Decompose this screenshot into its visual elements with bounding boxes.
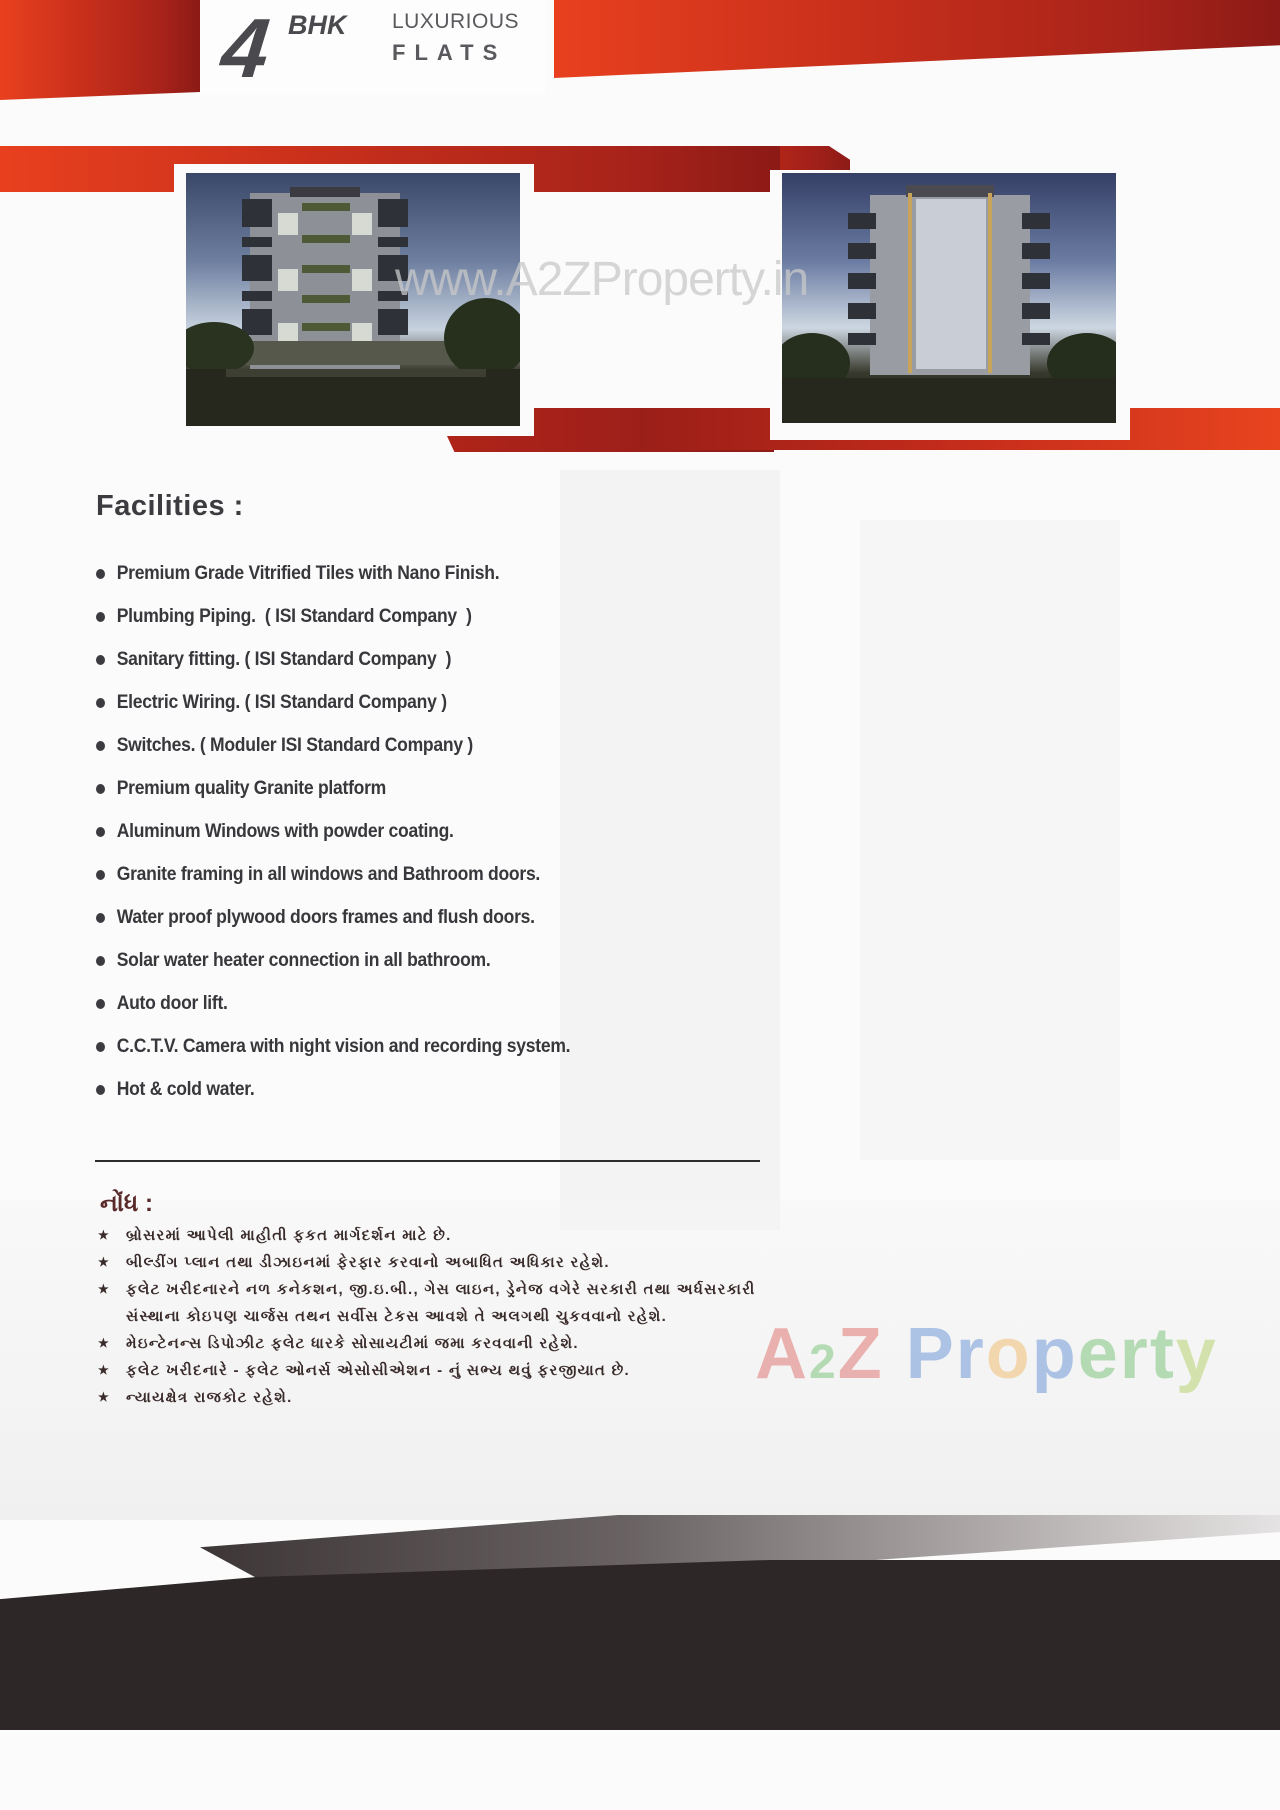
flats-label: FLATS [392,40,507,65]
star-icon: ★ [98,1363,111,1377]
bullet-icon [96,870,105,880]
star-icon: ★ [98,1390,111,1404]
bullet-icon [96,956,105,966]
facility-item: C.C.T.V. Camera with night vision and recording system. [96,1025,570,1068]
bullet-icon [96,827,105,837]
watermark-top: www.A2ZProperty.in [395,253,809,306]
bullet-icon [96,913,105,923]
facility-item: Premium Grade Vitrified Tiles with Nano Finish. [96,552,570,595]
facility-item: Premium quality Granite platform [96,767,570,810]
bullet-icon [96,698,105,708]
a2z-property-watermark [755,1314,1218,1394]
facility-item: Solar water heater connection in all bathroom. [96,939,570,982]
wm-letter [884,1314,906,1394]
bullet-icon [96,655,105,665]
facility-item: Switches. ( Moduler ISI Standard Company ) [96,724,570,767]
bhk-label: BHK [288,10,347,40]
facilities-title: Facilities : [96,490,244,522]
bullet-icon [96,999,105,1009]
footer-band-dark [0,1560,1280,1730]
note-item: ★ ફલેટ ખરીદનારને નળ કનેકશન, જી.ઇ.બી., ગેસ લાઇન, ડ્રેનેજ વગેરે સરકારી તથા અર્ધસરકારી [98,1276,756,1303]
facility-item: Aluminum Windows with powder coating. [96,810,570,853]
note-item: ★ મેઇન્ટેનન્સ ડિપોઝીટ ફલેટ ધારકે સોસાયટીમાં જમા કરવવાની રહેશે. [98,1330,756,1357]
bullet-icon [96,1042,105,1052]
wm-letter: y [1175,1314,1218,1394]
wm-letter: r [955,1314,986,1394]
facility-item: Auto door lift. [96,982,570,1025]
star-icon: ★ [98,1228,111,1242]
facility-item: Plumbing Piping. ( ISI Standard Company ) [96,595,570,638]
star-icon: ★ [98,1336,111,1350]
note-item: ★ ફલેટ ખરીદનારે - ફલેટ ઓનર્સ એસોસીએશન - નું સભ્ય થવું ફરજીયાત છે. [98,1357,756,1384]
bhk-number: 4 [217,1,270,95]
bullet-icon [96,741,105,751]
building-photo-2 [782,173,1116,423]
facility-item: Water proof plywood doors frames and flush doors. [96,896,570,939]
facility-item: Electric Wiring. ( ISI Standard Company ) [96,681,570,724]
wm-letter: o [985,1314,1032,1394]
bullet-icon [96,569,105,579]
note-item-continuation: સંસ્થાના કોઇપણ ચાર્જસ તથન સર્વીસ ટેકસ આવશે તે અલગથી ચુકવવાનો રહેશે. [126,1308,668,1325]
wm-letter: e [1077,1314,1120,1394]
building-illustration-2 [782,173,1116,423]
facility-item: Sanitary fitting. ( ISI Standard Company ) [96,638,570,681]
star-icon: ★ [98,1255,111,1269]
facility-item: Granite framing in all windows and Bathroom doors. [96,853,570,896]
facilities-list [96,552,623,1111]
wm-letter: t [1149,1314,1176,1394]
star-icon: ★ [98,1282,111,1296]
wm-letter: A [755,1314,809,1394]
note-item: ★ બીલ્ડીંગ પ્લાન તથા ડીઝાઇનમાં ફેરફાર કરવાનો અબાધિત અધિકાર રહેશે. [98,1249,756,1276]
wm-letter: Z [837,1314,884,1394]
wm-letter: r [1119,1314,1150,1394]
wm-letter: P [905,1314,956,1394]
note-item: ★ ન્યાયક્ષેત્ર રાજકોટ રહેશે. [98,1384,756,1411]
bullet-icon [96,612,105,622]
facility-item: Hot & cold water. [96,1068,570,1111]
bullet-icon [96,784,105,794]
notes-list [98,1222,756,1411]
bullet-icon [96,1085,105,1095]
header-band-right [554,0,1280,78]
header-band-left [0,0,200,100]
section-divider [95,1160,760,1162]
notes-title: નોંધ : [100,1190,153,1217]
wm-letter: p [1031,1314,1078,1394]
background-building-silhouette [860,520,1120,1160]
note-item: ★ બ્રોસરમાં આપેલી માહીતી ફકત માર્ગદર્શન માટે છે. [98,1222,756,1249]
wm-letter: 2 [809,1336,838,1389]
luxurious-label: LUXURIOUS [392,10,520,33]
